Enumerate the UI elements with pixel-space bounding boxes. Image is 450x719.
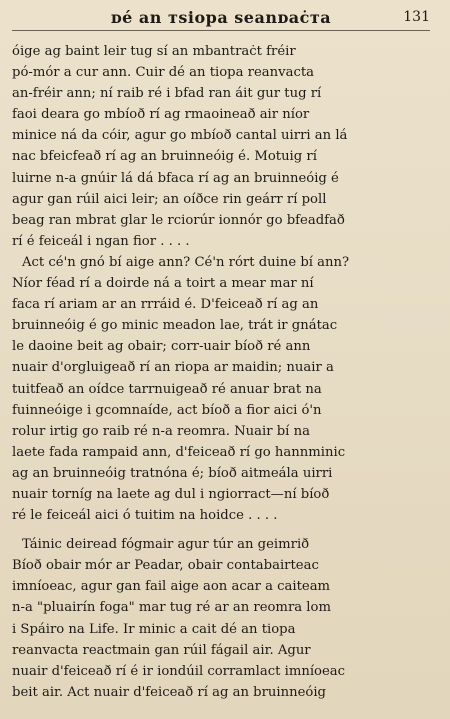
text-line: rí é feiceál i ngan fior . . . . xyxy=(12,233,190,249)
text-line: pó-mór a cur ann. Cuir dé an tiopa reanvacta xyxy=(12,65,314,81)
text-line: agur gan rúil aici leir; an oíðce rin geárr rí poll xyxy=(12,191,327,207)
text-line: reanvacta reactmain gan rúil fágail air. Agur xyxy=(12,642,311,658)
text-line: Act cé'n gnó bí aige ann? Cé'n rórt duine bí ann? xyxy=(22,254,350,270)
paragraph-gap xyxy=(12,526,438,534)
text-line: óige ag baint leir tug sí an mbantraċt fréir xyxy=(12,44,296,59)
text-line: beag ran mbrat glar le rciorúr ionnór go bfeadfað xyxy=(12,212,345,228)
text-line: rolur irtig go raib ré n-a reomra. Nuair bí na xyxy=(12,423,310,439)
text-line: nuair d'orgluigeað rí an riopa ar maidin; nuair a xyxy=(12,360,334,376)
text-line: i Spáiro na Life. Ir minic a cait dé an tiopa xyxy=(12,621,296,637)
running-head: ᴅé an ᴛsiopa seanᴅaċᴛa xyxy=(110,8,332,27)
text-line: nuair torníg na laete ag dul i ngiorract—ní bíoð xyxy=(12,486,330,502)
text-line: laete fada rampaid ann, d'feiceað rí go hannminic xyxy=(12,444,346,460)
text-line: bruinneóig é go minic meadon lae, trát ir gnátac xyxy=(12,318,338,334)
text-line: fuinneóige i gcomnaíde, act bíoð a fior aici ó'n xyxy=(12,402,322,418)
text-line: minice ná da cóir, agur go mbíoð cantal uirri an lá xyxy=(12,128,348,144)
page-number: 131 xyxy=(403,9,430,25)
text-line: Bíoð obair mór ar Peadar, obair contabairteac xyxy=(12,558,319,574)
text-line: ag an bruinneóig tratnóna é; bíoð aitmeála uirri xyxy=(12,465,333,481)
text-line: imníoeac, agur gan fail aige aon acar a caiteam xyxy=(12,579,331,595)
text-line: tuitfeað an oídce tarrnuigeað ré anuar brat na xyxy=(12,381,322,397)
paragraph-1 xyxy=(12,41,438,252)
text-line: beit air. Act nuair d'feiceað rí ag an bruinneóig xyxy=(12,684,326,700)
text-line: an-fréir ann; ní raib ré i bfad ran áit gur tug rí xyxy=(12,86,322,102)
paragraph-3 xyxy=(12,534,438,703)
text-line: Táinic deiread fógmair agur túr an geimrið xyxy=(22,537,310,553)
paragraph-2 xyxy=(12,252,438,526)
page-header xyxy=(12,6,430,31)
text-line: luirne n-a gnúir lá dá bfaca rí ag an bruinneóig é xyxy=(12,170,339,186)
text-line: le daoine beit ag obair; corr-uair bíoð ré ann xyxy=(12,339,311,355)
text-line: ré le feiceál aici ó tuitim na hoidce . . . . xyxy=(12,508,278,524)
text-line: nuair d'feiceað rí é ir iondúil corramlact imníoeac xyxy=(12,663,346,679)
text-line: nac bfeicfeað rí ag an bruinneóig é. Motuig rí xyxy=(12,149,317,165)
text-line: n-a "pluairín foga" mar tug ré ar an reomra lom xyxy=(12,600,331,616)
text-line: faca rí ariam ar an rrráid é. D'feiceað rí ag an xyxy=(12,297,319,313)
text-line: faoi deara go mbíoð rí ag rmaoineað air níor xyxy=(12,107,310,123)
text-line: Níor féad rí a doirde ná a toirt a mear mar ní xyxy=(12,276,314,292)
